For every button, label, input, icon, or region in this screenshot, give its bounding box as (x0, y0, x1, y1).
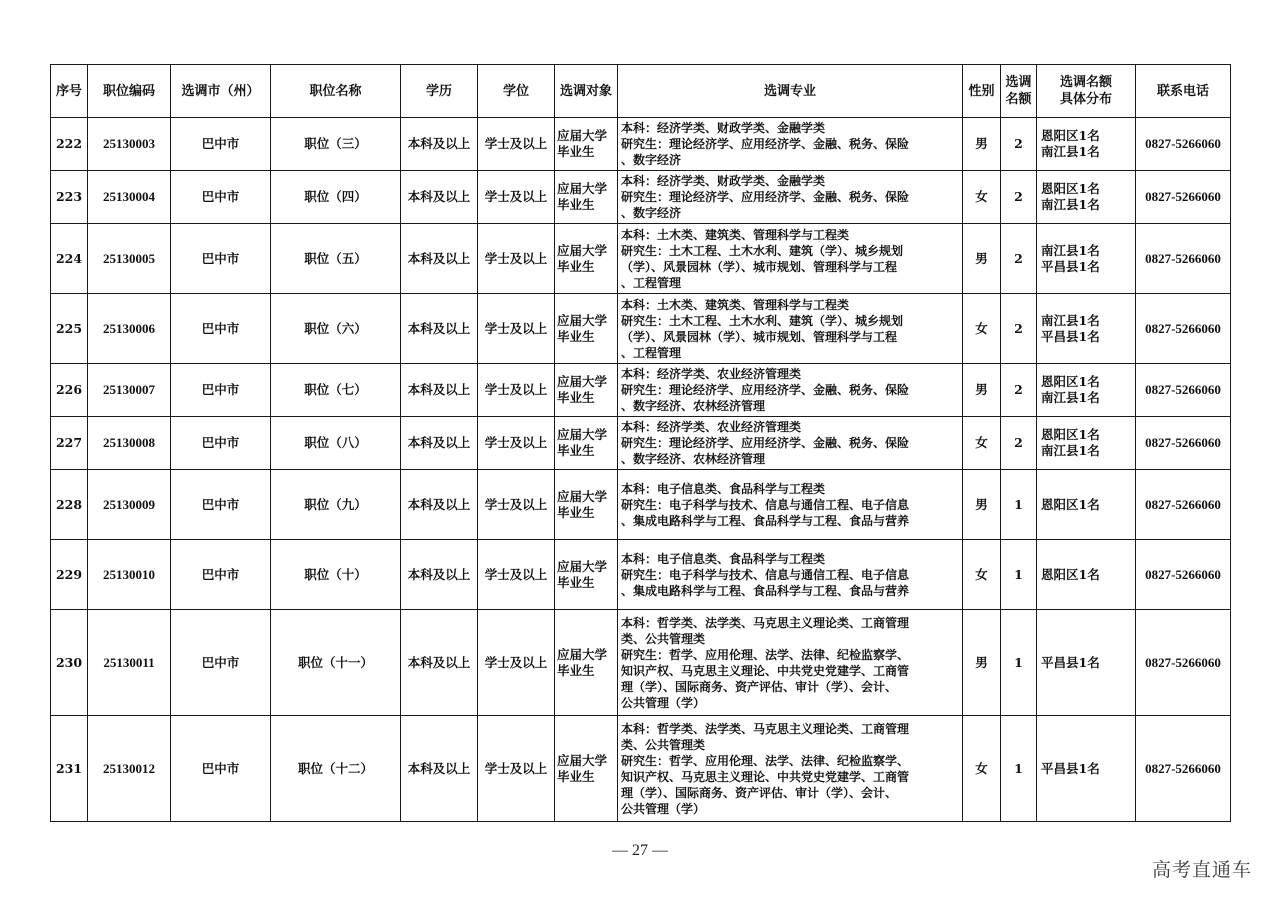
cell-title: 职位（十） (271, 540, 401, 610)
cell-title: 职位（九） (271, 470, 401, 540)
cell-target: 应届大学 毕业生 (555, 171, 618, 224)
cell-education: 本科及以上 (401, 118, 478, 171)
cell-city: 巴中市 (171, 171, 271, 224)
table-row (51, 171, 1231, 224)
cell-quota: 1 (1001, 716, 1037, 822)
cell-phone: 0827-5266060 (1136, 224, 1231, 294)
cell-quota: 1 (1001, 610, 1037, 716)
cell-code: 25130003 (88, 118, 171, 171)
header-code: 职位编码 (88, 65, 171, 118)
cell-distribution: 恩阳区1名 南江县1名 (1037, 118, 1136, 171)
header-major: 选调专业 (618, 65, 963, 118)
cell-city: 巴中市 (171, 716, 271, 822)
cell-city: 巴中市 (171, 118, 271, 171)
cell-major: 本科：经济学类、农业经济管理类 研究生：理论经济学、应用经济学、金融、税务、保险 、数字经济、农林经济管理 (618, 417, 963, 470)
cell-major: 本科：土木类、建筑类、管理科学与工程类 研究生：土木工程、土木水利、建筑（学）、城乡规划 （学）、风景园林（学）、城市规划、管理科学与工程 、工程管理 (618, 224, 963, 294)
cell-major: 本科：哲学类、法学类、马克思主义理论类、工商管理 类、公共管理类 研究生：哲学、应用伦理、法学、法律、纪检监察学、 知识产权、马克思主义理论、中共党史党建学、工商管 理（学）、国际商务、资产评估、审计（学）、会计、 公共管理（学） (618, 716, 963, 822)
cell-seq: 230 (51, 610, 88, 716)
cell-seq: 224 (51, 224, 88, 294)
header-distribution: 选调名额 具体分布 (1037, 65, 1136, 118)
cell-major: 本科：经济学类、财政学类、金融学类 研究生：理论经济学、应用经济学、金融、税务、保险 、数字经济 (618, 118, 963, 171)
cell-title: 职位（十一） (271, 610, 401, 716)
table-row (51, 224, 1231, 294)
cell-seq: 225 (51, 294, 88, 364)
cell-seq: 226 (51, 364, 88, 417)
cell-degree: 学士及以上 (478, 364, 555, 417)
cell-title: 职位（四） (271, 171, 401, 224)
cell-phone: 0827-5266060 (1136, 294, 1231, 364)
cell-distribution: 恩阳区1名 (1037, 540, 1136, 610)
cell-code: 25130004 (88, 171, 171, 224)
cell-seq: 223 (51, 171, 88, 224)
cell-distribution: 恩阳区1名 南江县1名 (1037, 417, 1136, 470)
cell-major: 本科：哲学类、法学类、马克思主义理论类、工商管理 类、公共管理类 研究生：哲学、应用伦理、法学、法律、纪检监察学、 知识产权、马克思主义理论、中共党史党建学、工商管 理（学）、国际商务、资产评估、审计（学）、会计、 公共管理（学） (618, 610, 963, 716)
cell-gender: 女 (963, 540, 1001, 610)
cell-code: 25130006 (88, 294, 171, 364)
cell-major: 本科：电子信息类、食品科学与工程类 研究生：电子科学与技术、信息与通信工程、电子信息 、集成电路科学与工程、食品科学与工程、食品与营养 (618, 540, 963, 610)
header-quota: 选调 名额 (1001, 65, 1037, 118)
cell-title: 职位（三） (271, 118, 401, 171)
cell-education: 本科及以上 (401, 364, 478, 417)
page-number: — 27 — (612, 842, 668, 859)
cell-distribution: 恩阳区1名 南江县1名 (1037, 364, 1136, 417)
cell-target: 应届大学 毕业生 (555, 540, 618, 610)
cell-seq: 228 (51, 470, 88, 540)
cell-distribution: 恩阳区1名 (1037, 470, 1136, 540)
cell-gender: 女 (963, 294, 1001, 364)
cell-target: 应届大学 毕业生 (555, 364, 618, 417)
cell-distribution: 平昌县1名 (1037, 610, 1136, 716)
cell-phone: 0827-5266060 (1136, 540, 1231, 610)
cell-phone: 0827-5266060 (1136, 610, 1231, 716)
cell-degree: 学士及以上 (478, 224, 555, 294)
cell-code: 25130007 (88, 364, 171, 417)
cell-distribution: 平昌县1名 (1037, 716, 1136, 822)
cell-phone: 0827-5266060 (1136, 171, 1231, 224)
cell-education: 本科及以上 (401, 224, 478, 294)
cell-degree: 学士及以上 (478, 470, 555, 540)
table-body (51, 118, 1231, 822)
cell-title: 职位（六） (271, 294, 401, 364)
cell-gender: 男 (963, 224, 1001, 294)
cell-distribution: 南江县1名 平昌县1名 (1037, 224, 1136, 294)
cell-seq: 231 (51, 716, 88, 822)
cell-title: 职位（十二） (271, 716, 401, 822)
cell-gender: 女 (963, 716, 1001, 822)
cell-gender: 女 (963, 171, 1001, 224)
cell-gender: 男 (963, 118, 1001, 171)
cell-quota: 1 (1001, 540, 1037, 610)
cell-title: 职位（五） (271, 224, 401, 294)
header-title: 职位名称 (271, 65, 401, 118)
cell-degree: 学士及以上 (478, 610, 555, 716)
table-row (51, 716, 1231, 822)
cell-seq: 227 (51, 417, 88, 470)
cell-target: 应届大学 毕业生 (555, 118, 618, 171)
cell-education: 本科及以上 (401, 171, 478, 224)
cell-phone: 0827-5266060 (1136, 716, 1231, 822)
header-education: 学历 (401, 65, 478, 118)
cell-city: 巴中市 (171, 470, 271, 540)
header-target: 选调对象 (555, 65, 618, 118)
cell-seq: 222 (51, 118, 88, 171)
cell-title: 职位（七） (271, 364, 401, 417)
cell-code: 25130005 (88, 224, 171, 294)
cell-degree: 学士及以上 (478, 294, 555, 364)
cell-code: 25130008 (88, 417, 171, 470)
cell-title: 职位（八） (271, 417, 401, 470)
cell-gender: 女 (963, 417, 1001, 470)
cell-education: 本科及以上 (401, 610, 478, 716)
cell-major: 本科：经济学类、财政学类、金融学类 研究生：理论经济学、应用经济学、金融、税务、保险 、数字经济 (618, 171, 963, 224)
table-row (51, 540, 1231, 610)
cell-seq: 229 (51, 540, 88, 610)
cell-target: 应届大学 毕业生 (555, 610, 618, 716)
header-gender: 性别 (963, 65, 1001, 118)
cell-code: 25130011 (88, 610, 171, 716)
cell-city: 巴中市 (171, 610, 271, 716)
cell-city: 巴中市 (171, 224, 271, 294)
cell-education: 本科及以上 (401, 294, 478, 364)
cell-phone: 0827-5266060 (1136, 364, 1231, 417)
cell-phone: 0827-5266060 (1136, 417, 1231, 470)
cell-degree: 学士及以上 (478, 118, 555, 171)
cell-gender: 男 (963, 610, 1001, 716)
header-phone: 联系电话 (1136, 65, 1231, 118)
cell-distribution: 恩阳区1名 南江县1名 (1037, 171, 1136, 224)
cell-distribution: 南江县1名 平昌县1名 (1037, 294, 1136, 364)
cell-degree: 学士及以上 (478, 540, 555, 610)
cell-phone: 0827-5266060 (1136, 470, 1231, 540)
cell-city: 巴中市 (171, 417, 271, 470)
header-city: 选调市（州） (171, 65, 271, 118)
cell-education: 本科及以上 (401, 716, 478, 822)
cell-code: 25130009 (88, 470, 171, 540)
cell-target: 应届大学 毕业生 (555, 470, 618, 540)
table-row (51, 417, 1231, 470)
cell-gender: 男 (963, 364, 1001, 417)
watermark: 高考直通车 (1151, 859, 1252, 881)
header-seq: 序号 (51, 65, 88, 118)
cell-quota: 1 (1001, 470, 1037, 540)
cell-degree: 学士及以上 (478, 417, 555, 470)
cell-major: 本科：电子信息类、食品科学与工程类 研究生：电子科学与技术、信息与通信工程、电子信息 、集成电路科学与工程、食品科学与工程、食品与营养 (618, 470, 963, 540)
cell-major: 本科：经济学类、农业经济管理类 研究生：理论经济学、应用经济学、金融、税务、保险 、数字经济、农林经济管理 (618, 364, 963, 417)
cell-target: 应届大学 毕业生 (555, 224, 618, 294)
table-row (51, 294, 1231, 364)
cell-quota: 2 (1001, 171, 1037, 224)
cell-education: 本科及以上 (401, 540, 478, 610)
cell-target: 应届大学 毕业生 (555, 417, 618, 470)
cell-degree: 学士及以上 (478, 171, 555, 224)
cell-major: 本科：土木类、建筑类、管理科学与工程类 研究生：土木工程、土木水利、建筑（学）、城乡规划 （学）、风景园林（学）、城市规划、管理科学与工程 、工程管理 (618, 294, 963, 364)
cell-education: 本科及以上 (401, 470, 478, 540)
cell-target: 应届大学 毕业生 (555, 294, 618, 364)
cell-quota: 2 (1001, 224, 1037, 294)
table-row (51, 610, 1231, 716)
header-row (51, 65, 1231, 118)
cell-target: 应届大学 毕业生 (555, 716, 618, 822)
cell-quota: 2 (1001, 417, 1037, 470)
cell-code: 25130010 (88, 540, 171, 610)
cell-city: 巴中市 (171, 364, 271, 417)
table-row (51, 364, 1231, 417)
table-row (51, 118, 1231, 171)
table-row (51, 470, 1231, 540)
cell-city: 巴中市 (171, 294, 271, 364)
cell-quota: 2 (1001, 364, 1037, 417)
cell-quota: 2 (1001, 294, 1037, 364)
cell-code: 25130012 (88, 716, 171, 822)
cell-degree: 学士及以上 (478, 716, 555, 822)
cell-phone: 0827-5266060 (1136, 118, 1231, 171)
cell-quota: 2 (1001, 118, 1037, 171)
cell-city: 巴中市 (171, 540, 271, 610)
cell-education: 本科及以上 (401, 417, 478, 470)
header-degree: 学位 (478, 65, 555, 118)
job-table (50, 64, 1231, 822)
cell-gender: 男 (963, 470, 1001, 540)
